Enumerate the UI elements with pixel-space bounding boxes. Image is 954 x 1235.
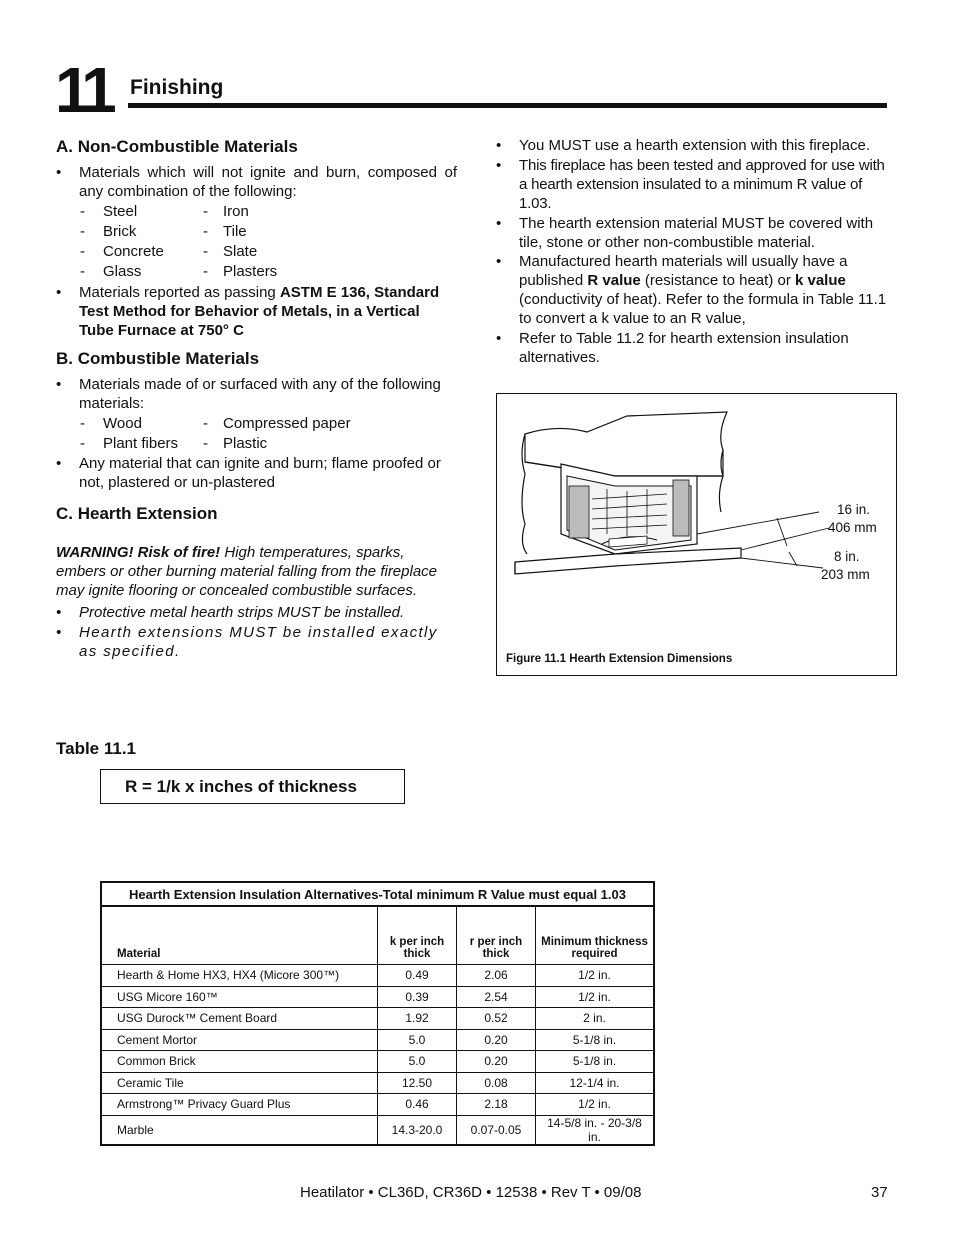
section-b-material-list: - Wood - Compressed paper - Plant fibers - Plastic — [80, 415, 351, 452]
r-value-cell: 0.52 — [457, 1008, 536, 1030]
col-header-material: Material — [101, 906, 378, 965]
table-row — [101, 986, 654, 1008]
section-a-heading: A. Non-Combustible Materials — [56, 137, 298, 156]
r-value-cell: 0.20 — [457, 1051, 536, 1073]
r-value-formula: R = 1/k x inches of thickness — [100, 769, 405, 804]
page-number: 37 — [871, 1184, 888, 1201]
table-row — [101, 1008, 654, 1030]
warning-paragraph: WARNING! Risk of fire! High temperatures, sparks, embers or other burning material falling from the fireplace may ignite flooring or concealed combustible surfaces. — [56, 544, 438, 599]
figure-caption: Figure 11.1 Hearth Extension Dimensions — [506, 653, 733, 665]
col-header-k: k per inch thick — [378, 906, 457, 965]
table-row — [101, 965, 654, 987]
material-cell: Common Brick — [101, 1051, 378, 1073]
material-cell: Hearth & Home HX3, HX4 (Micore 300™) — [101, 965, 378, 987]
col-header-min-thickness: Minimum thickness required — [536, 906, 655, 965]
material-cell: Armstrong™ Privacy Guard Plus — [101, 1094, 378, 1116]
r-value-cell: 0.07-0.05 — [457, 1115, 536, 1145]
material-cell: Cement Mortor — [101, 1029, 378, 1051]
dimension-16in: 16 in. — [837, 502, 871, 517]
thickness-cell: 5-1/8 in. — [536, 1051, 655, 1073]
material-cell: Marble — [101, 1115, 378, 1145]
footer-text: Heatilator • CL36D, CR36D • 12538 • Rev T • 09/08 — [300, 1184, 642, 1201]
dimension-406mm: 406 mm — [828, 520, 877, 535]
chapter-title: Finishing — [130, 76, 224, 99]
material-cell: USG Micore 160™ — [101, 986, 378, 1008]
thickness-cell: 1/2 in. — [536, 986, 655, 1008]
k-value-cell: 5.0 — [378, 1051, 457, 1073]
dimension-8in: 8 in. — [834, 549, 860, 564]
table-title: Hearth Extension Insulation Alternatives-Total minimum R Value must equal 1.03 — [101, 882, 654, 906]
table-row — [101, 1115, 654, 1145]
col-header-r: r per inch thick — [457, 906, 536, 965]
header-rule — [128, 103, 887, 108]
r-value-cell: 0.20 — [457, 1029, 536, 1051]
r-value-cell: 0.08 — [457, 1072, 536, 1094]
section-b-heading: B. Combustible Materials — [56, 349, 260, 368]
table-11-1-label: Table 11.1 — [56, 739, 137, 758]
material-cell: Ceramic Tile — [101, 1072, 378, 1094]
thickness-cell: 14-5/8 in. - 20-3/8 in. — [536, 1115, 655, 1145]
section-a-material-list: - Steel - Iron - Brick - Tile - Concrete - Slate - Glass - Plasters — [80, 203, 278, 280]
k-value-cell: 0.39 — [378, 986, 457, 1008]
section-c-heading: C. Hearth Extension — [56, 504, 218, 523]
r-value-cell: 2.06 — [457, 965, 536, 987]
chapter-number: 11 — [55, 54, 111, 126]
thickness-cell: 1/2 in. — [536, 1094, 655, 1116]
k-value-cell: 0.49 — [378, 965, 457, 987]
k-value-cell: 5.0 — [378, 1029, 457, 1051]
table-row — [101, 1029, 654, 1051]
thickness-cell: 2 in. — [536, 1008, 655, 1030]
thickness-cell: 1/2 in. — [536, 965, 655, 987]
k-value-cell: 12.50 — [378, 1072, 457, 1094]
r-value-cell: 2.54 — [457, 986, 536, 1008]
hearth-extension-figure — [496, 393, 897, 676]
k-value-cell: 14.3-20.0 — [378, 1115, 457, 1145]
k-value-cell: 1.92 — [378, 1008, 457, 1030]
k-value-cell: 0.46 — [378, 1094, 457, 1116]
material-cell: USG Durock™ Cement Board — [101, 1008, 378, 1030]
table-row — [101, 1051, 654, 1073]
table-row — [101, 1072, 654, 1094]
table-row — [101, 1094, 654, 1116]
thickness-cell: 12-1/4 in. — [536, 1072, 655, 1094]
insulation-alternatives-table — [100, 881, 655, 1146]
r-value-cell: 2.18 — [457, 1094, 536, 1116]
dimension-203mm: 203 mm — [821, 567, 870, 582]
thickness-cell: 5-1/8 in. — [536, 1029, 655, 1051]
